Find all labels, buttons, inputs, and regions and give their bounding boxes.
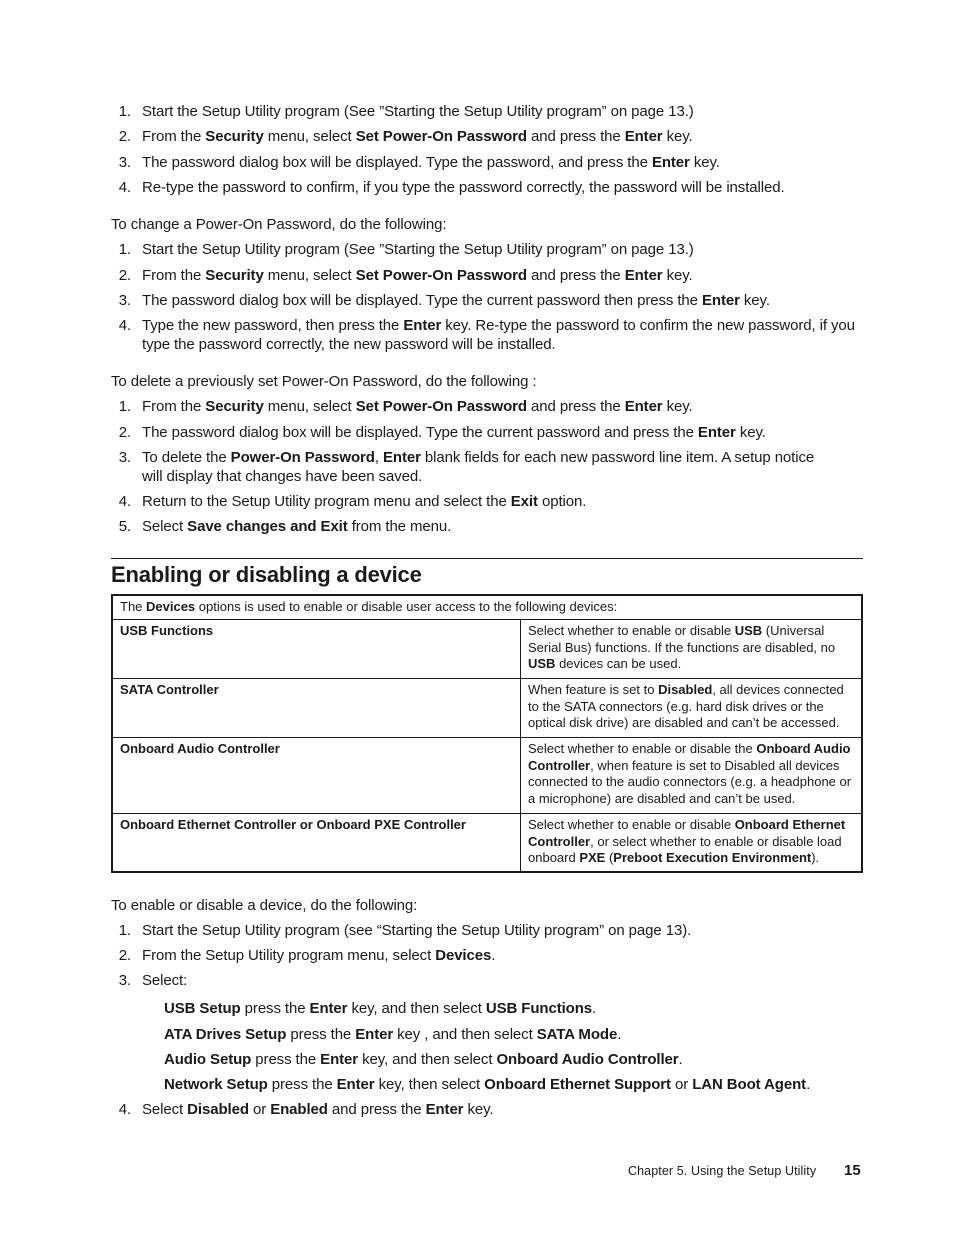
device-desc-cell: Select whether to enable or disable the Onboard Audio Controller, when feature is set to Disabled all devices connected to the audio connectors (e.g. a headphone or a microphone) are disabled and can’t be used. xyxy=(521,737,863,813)
sub-option: ATA Drives Setup press the Enter key , and then select SATA Mode. xyxy=(164,1026,622,1043)
device-name-cell: Onboard Audio Controller xyxy=(112,737,521,813)
device-desc-cell: When feature is set to Disabled, all devices connected to the SATA connectors (e.g. hard disk drives or the optical disk drive) are disabled and can’t be accessed. xyxy=(521,678,863,737)
step-text: To delete the Power-On Password, Enter blank fields for each new password line item. A setup notice will display that changes have been saved. xyxy=(142,449,815,485)
sub-option: USB Setup press the Enter key, and then select USB Functions. xyxy=(164,1000,597,1017)
delete-password-intro: To delete a previously set Power-On Password, do the following : xyxy=(111,373,537,390)
page-number: 15 xyxy=(844,1162,861,1179)
devices-table xyxy=(111,594,863,873)
table-row xyxy=(112,678,862,737)
step-text: Select: xyxy=(142,972,188,989)
footer-chapter: Chapter 5. Using the Setup Utility xyxy=(628,1164,817,1178)
step-text: From the Security menu, select Set Power-On Password and press the Enter key. xyxy=(142,398,693,415)
table-intro-row xyxy=(112,595,862,619)
step-text: Re-type the password to confirm, if you type the password correctly, the password will be installed. xyxy=(142,179,785,196)
sub-option: Audio Setup press the Enter key, and then select Onboard Audio Controller. xyxy=(164,1051,683,1068)
change-password-intro: To change a Power-On Password, do the following: xyxy=(111,216,447,233)
device-name-cell: Onboard Ethernet Controller or Onboard PXE Controller xyxy=(112,813,521,872)
step-text: The password dialog box will be displayed. Type the current password then press the Enter key. xyxy=(142,292,770,309)
section-divider xyxy=(111,558,863,559)
sub-option: Network Setup press the Enter key, then select Onboard Ethernet Support or LAN Boot Agent. xyxy=(164,1076,811,1093)
step-text: Select Disabled or Enabled and press the Enter key. xyxy=(142,1101,494,1118)
section-title: Enabling or disabling a device xyxy=(111,562,422,587)
step-text: Start the Setup Utility program (see “Starting the Setup Utility program” on page 13). xyxy=(142,922,692,939)
step-text: From the Setup Utility program menu, select Devices. xyxy=(142,947,496,964)
table-row xyxy=(112,619,862,678)
table-row xyxy=(112,813,862,872)
step-text: Type the new password, then press the Enter key. Re-type the password to confirm the new password, if you type the password correctly, the new password will be installed. xyxy=(142,317,855,353)
table-intro-cell: The Devices options is used to enable or disable user access to the following devices: xyxy=(112,595,862,619)
step-text: Start the Setup Utility program (See ”Starting the Setup Utility program” on page 13.) xyxy=(142,241,694,258)
step-text: From the Security menu, select Set Power-On Password and press the Enter key. xyxy=(142,128,693,145)
step-text: The password dialog box will be displayed. Type the current password and press the Enter key. xyxy=(142,424,766,441)
device-name-cell: SATA Controller xyxy=(112,678,521,737)
step-text: Start the Setup Utility program (See ”Starting the Setup Utility program” on page 13.) xyxy=(142,103,694,120)
enable-device-intro: To enable or disable a device, do the following: xyxy=(111,897,418,914)
table-row xyxy=(112,737,862,813)
step-text: Select Save changes and Exit from the menu. xyxy=(142,518,452,535)
device-name-cell: USB Functions xyxy=(112,619,521,678)
device-desc-cell: Select whether to enable or disable USB (Universal Serial Bus) functions. If the functions are disabled, no USB devices can be used. xyxy=(521,619,863,678)
device-desc-cell: Select whether to enable or disable Onboard Ethernet Controller, or select whether to enable or disable load onboard PXE (Preboot Execution Environment). xyxy=(521,813,863,872)
step-text: The password dialog box will be displayed. Type the password, and press the Enter key. xyxy=(142,154,720,171)
step-text: From the Security menu, select Set Power-On Password and press the Enter key. xyxy=(142,267,693,284)
step-text: Return to the Setup Utility program menu and select the Exit option. xyxy=(142,493,587,510)
